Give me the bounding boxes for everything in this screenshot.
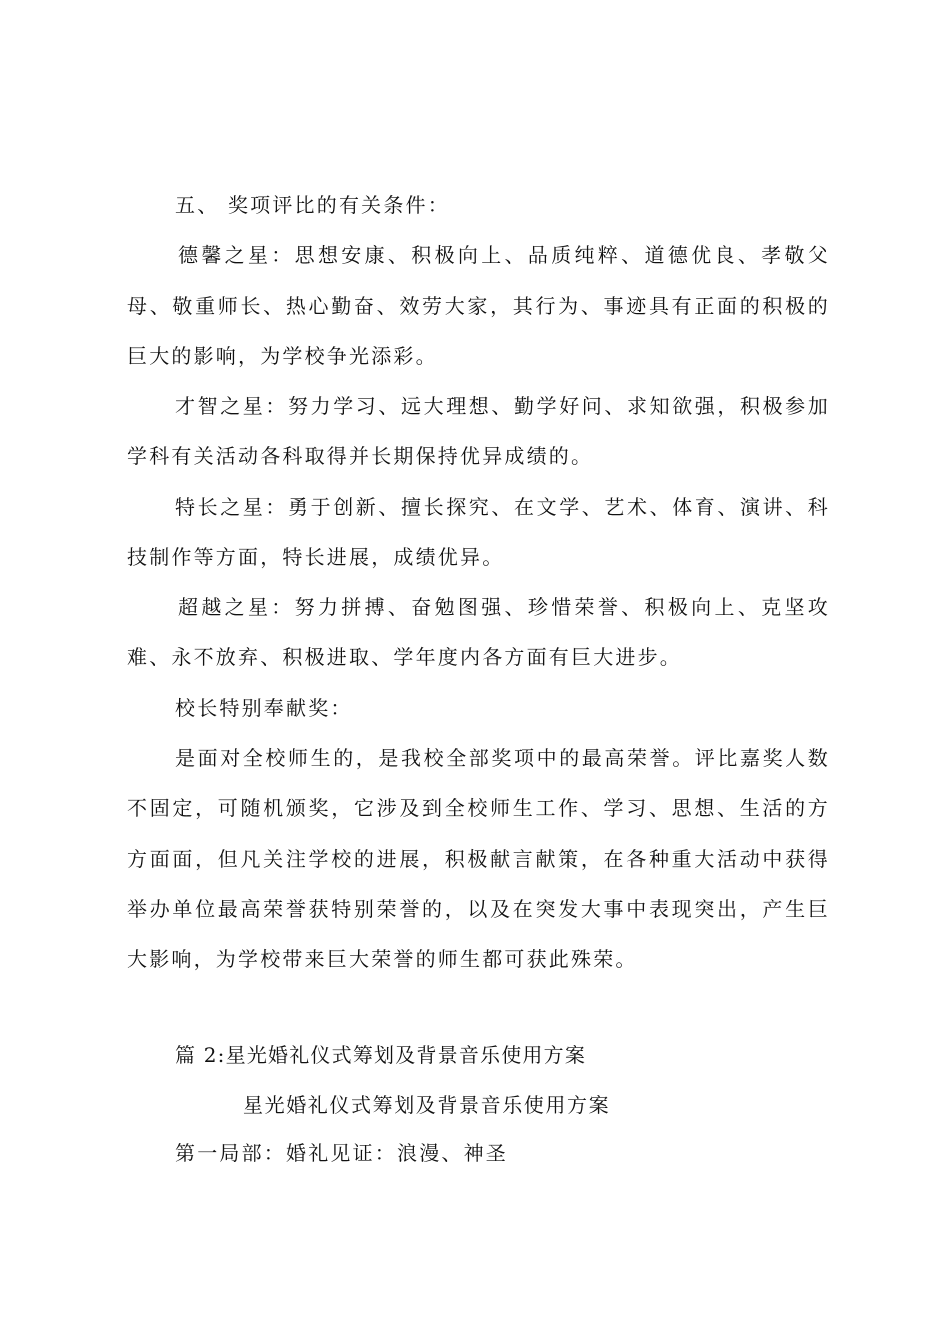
paragraph-line: 是面对全校师生的，是我校全部奖项中的最高荣誉。评比嘉奖人数 — [175, 746, 830, 770]
paragraph-line: 德馨之星：思想安康、积极向上、品质纯粹、道德优良、孝敬父 — [178, 243, 830, 267]
paragraph-line: 特长之星：勇于创新、擅长探究、在文学、艺术、体育、演讲、科 — [175, 495, 830, 519]
paragraph-line: 巨大的影响，为学校争光添彩。 — [127, 344, 438, 368]
paragraph-line: 学科有关活动各科取得并长期保持优异成绩的。 — [127, 444, 594, 468]
article-title: 星光婚礼仪式筹划及背景音乐使用方案 — [243, 1093, 611, 1117]
paragraph-line: 举办单位最高荣誉获特别荣誉的，以及在突发大事中表现突出，产生巨 — [127, 897, 830, 921]
paragraph-line: 技制作等方面，特长进展，成绩优异。 — [127, 545, 505, 569]
paragraph-line: 超越之星：努力拼搏、奋勉图强、珍惜荣誉、积极向上、克坚攻 — [178, 595, 830, 619]
paragraph-line: 大影响，为学校带来巨大荣誉的师生都可获此殊荣。 — [127, 947, 638, 971]
paragraph-line: 方面面，但凡关注学校的进展，积极献言献策，在各种重大活动中获得 — [127, 847, 830, 871]
paragraph-line: 不固定，可随机颁奖，它涉及到全校师生工作、学习、思想、生活的方 — [127, 796, 830, 820]
paragraph-line: 母、敬重师长、热心勤奋、效劳大家，其行为、事迹具有正面的积极的 — [127, 294, 830, 318]
paragraph-line: 难、永不放弃、积极进取、学年度内各方面有巨大进步。 — [127, 645, 682, 669]
article-label: 篇 2:星光婚礼仪式筹划及背景音乐使用方案 — [175, 1043, 587, 1067]
principal-award-title: 校长特别奉献奖： — [175, 696, 353, 720]
part-heading: 第一局部：婚礼见证：浪漫、神圣 — [175, 1141, 508, 1165]
section-heading: 五、 奖项评比的有关条件： — [175, 193, 450, 217]
paragraph-line: 才智之星：努力学习、远大理想、勤学好问、求知欲强，积极参加 — [175, 394, 830, 418]
